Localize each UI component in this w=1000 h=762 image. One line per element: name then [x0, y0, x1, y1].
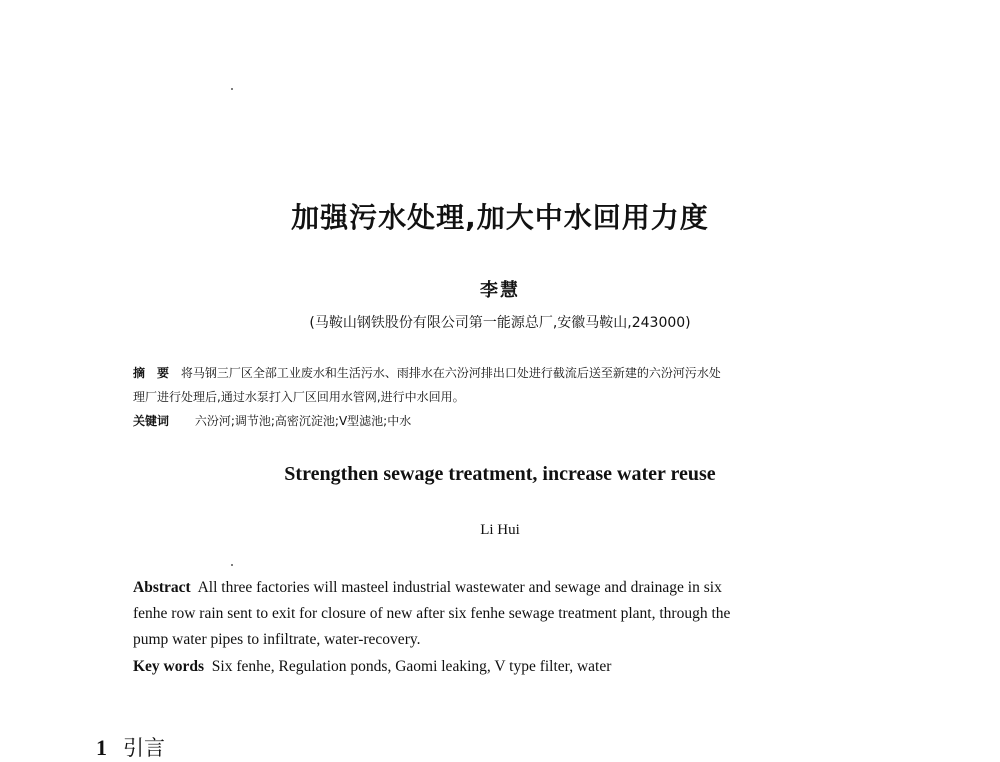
section-title: 引言 [123, 736, 165, 760]
scan-speck [231, 564, 233, 566]
keywords-en-label: Key words [133, 658, 205, 675]
abstract-en-text-2: fenhe row rain sent to exit for closure of new after six fenhe sewage treatment plant, through the [133, 605, 731, 622]
abstract-cn-line-2 [133, 389, 465, 405]
abstract-cn-line-1 [133, 365, 721, 381]
abstract-en-line-2 [133, 603, 730, 625]
abstract-en-text-1: All three factories will masteel industrial wastewater and sewage and drainage in six [197, 579, 722, 596]
paper-title-en: Strengthen sewage treatment, increase water reuse [284, 463, 716, 485]
abstract-en-line-1 [133, 577, 722, 599]
keywords-en-text: Six fenhe, Regulation ponds, Gaomi leaking, V type filter, water [211, 658, 612, 675]
keywords-cn-label: 关键词 [133, 414, 170, 428]
affiliation-cn: (马鞍山钢铁股份有限公司第一能源总厂,安徽马鞍山,243000) [309, 315, 691, 331]
abstract-en-line-3 [133, 629, 420, 651]
author-name-en: Li Hui [480, 522, 520, 538]
scan-speck [231, 88, 233, 90]
section-heading [96, 732, 165, 762]
abstract-en-label: Abstract [133, 579, 191, 596]
abstract-cn-text-2: 理厂进行处理后,通过水泵打入厂区回用水管网,进行中水回用。 [133, 390, 465, 404]
paper-title-cn: 加强污水处理,加大中水回用力度 [291, 201, 709, 234]
keywords-en-line [133, 656, 611, 678]
author-name-cn: 李慧 [480, 280, 520, 301]
section-number: 1 [96, 735, 107, 760]
abstract-cn-label: 摘 要 [133, 366, 170, 380]
abstract-cn-text-1: 将马钢三厂区全部工业废水和生活污水、雨排水在六汾河排出口处进行截流后送至新建的六汾河污水处 [180, 366, 721, 380]
abstract-en-text-3: pump water pipes to infiltrate, water-recovery. [133, 631, 421, 648]
keywords-cn-line [133, 413, 411, 429]
keywords-cn-text: 六汾河;调节池;高密沉淀池;V型滤池;中水 [194, 414, 412, 428]
